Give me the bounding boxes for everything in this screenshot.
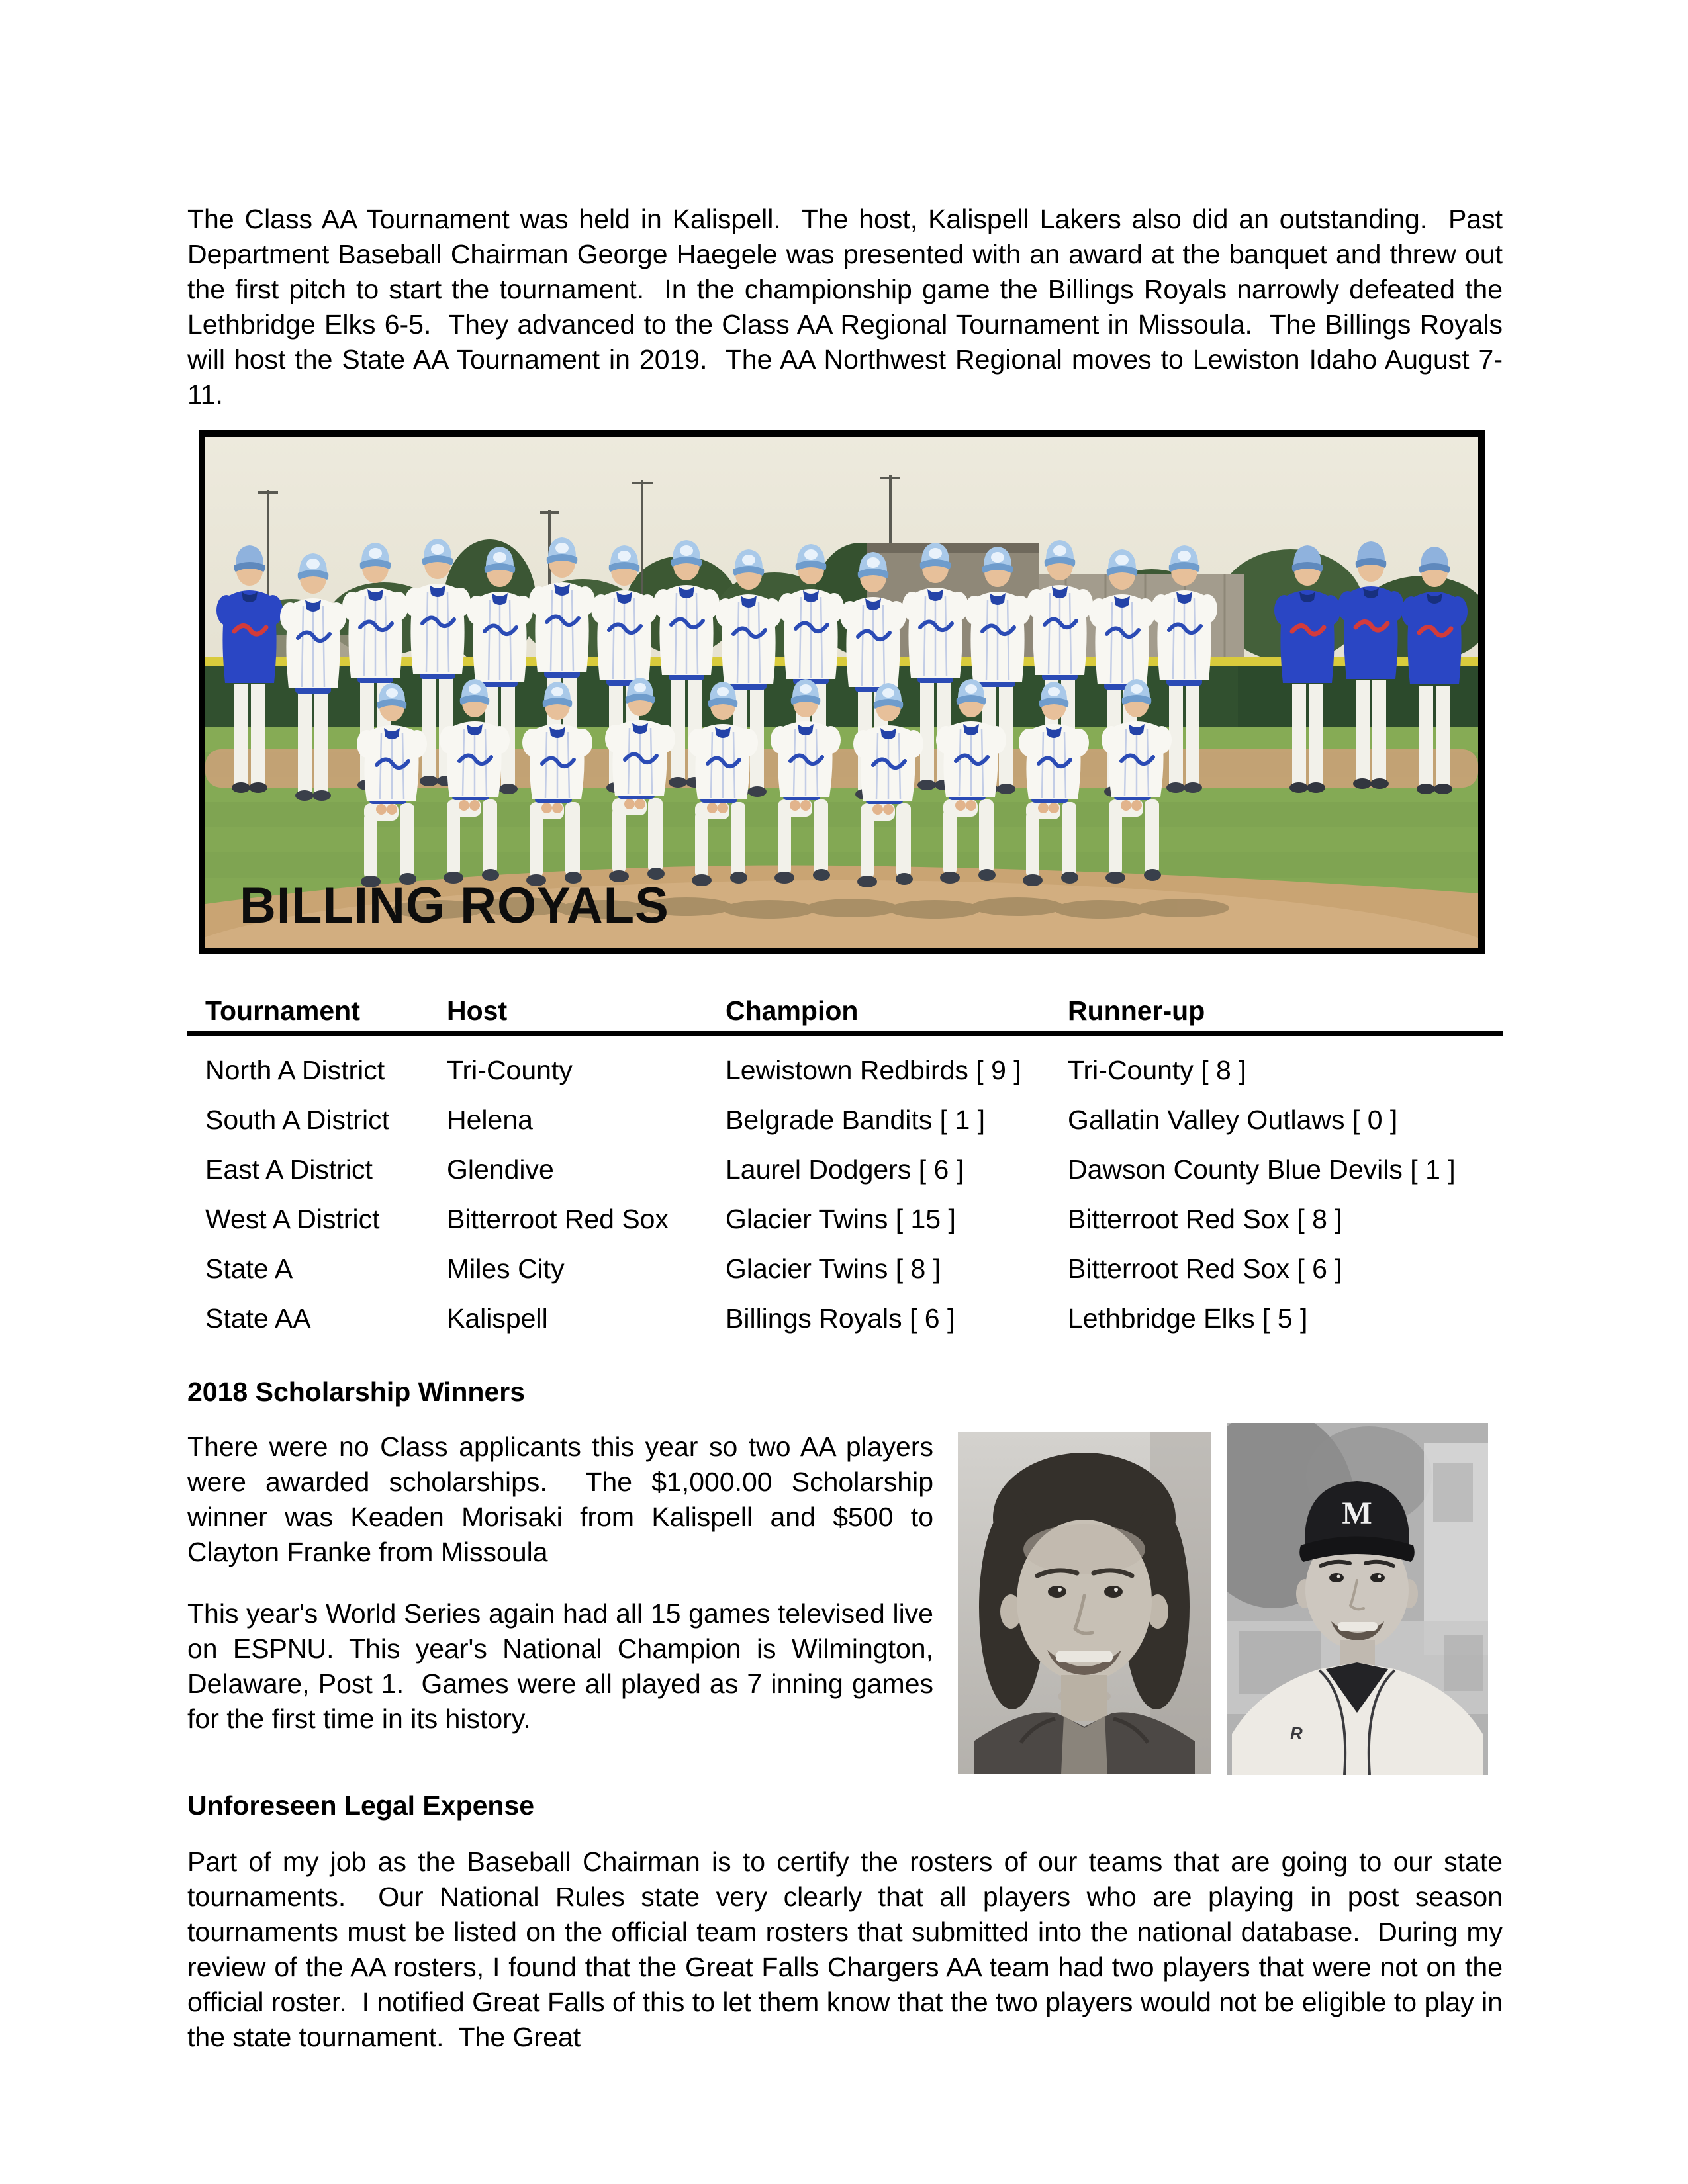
results-table-header: [205, 994, 1503, 1027]
table-row: [205, 1054, 1503, 1103]
cell-runner-up: Bitterroot Red Sox [ 6 ]: [1068, 1253, 1342, 1284]
legal-heading: Unforeseen Legal Expense: [187, 1790, 535, 1821]
team-photo: [199, 430, 1485, 954]
cell-tournament: West A District: [205, 1204, 380, 1234]
column-header-tournament: Tournament: [205, 995, 360, 1026]
cell-champion: Lewistown Redbirds [ 9 ]: [726, 1055, 1021, 1085]
cell-host: Glendive: [447, 1154, 554, 1185]
cell-tournament: East A District: [205, 1154, 373, 1185]
results-table: [205, 1054, 1503, 1351]
table-row: [205, 1252, 1503, 1302]
column-header-champion: Champion: [726, 995, 859, 1026]
column-header-runner-up: Runner-up: [1068, 995, 1205, 1026]
table-row: [205, 1103, 1503, 1153]
cell-runner-up: Bitterroot Red Sox [ 8 ]: [1068, 1204, 1342, 1234]
cell-runner-up: Tri-County [ 8 ]: [1068, 1055, 1246, 1085]
scholarship-text-column: [187, 1430, 933, 1737]
cell-champion: Belgrade Bandits [ 1 ]: [726, 1105, 986, 1135]
cell-runner-up: Gallatin Valley Outlaws [ 0 ]: [1068, 1105, 1398, 1135]
scholarship-portrait-2-image: [1227, 1423, 1488, 1775]
cell-host: Miles City: [447, 1253, 565, 1284]
column-header-host: Host: [447, 995, 508, 1026]
scholarship-heading: 2018 Scholarship Winners: [187, 1377, 526, 1407]
table-row: [205, 1153, 1503, 1203]
cell-runner-up: Lethbridge Elks [ 5 ]: [1068, 1303, 1308, 1334]
table-row: [205, 1302, 1503, 1351]
cell-tournament: South A District: [205, 1105, 390, 1135]
cell-champion: Billings Royals [ 6 ]: [726, 1303, 955, 1334]
cell-tournament: State AA: [205, 1303, 311, 1334]
svg-text:R: R: [1290, 1723, 1303, 1743]
scholarship-paragraph-2: This year's World Series again had all 15 games televised live on ESPNU. This year's National Champion is Wilmington, Delaware, Post 1. Games were all played as 7 inning games for the first time in its history.: [187, 1598, 933, 1734]
cell-champion: Glacier Twins [ 8 ]: [726, 1253, 941, 1284]
scholarship-portrait-1: [958, 1432, 1211, 1774]
table-row: [205, 1203, 1503, 1252]
cell-champion: Glacier Twins [ 15 ]: [726, 1204, 956, 1234]
cell-tournament: State A: [205, 1253, 293, 1284]
cell-host: Helena: [447, 1105, 533, 1135]
legal-paragraph: Part of my job as the Baseball Chairman is to certify the rosters of our teams that are going to our state tournaments. Our National Rules state very clearly that all players who are playing in post season tournaments must be listed on the official team rosters that submitted into the national database. During my review of the AA rosters, I found that the Great Falls Chargers AA team had two players that were not on the official roster. I notified Great Falls of this to let them know that the two players would not be eligible to play in the state tournament. The Great: [187, 1846, 1503, 2052]
cell-host: Kalispell: [447, 1303, 548, 1334]
cell-host: Tri-County: [447, 1055, 573, 1085]
cell-champion: Laurel Dodgers [ 6 ]: [726, 1154, 964, 1185]
team-photo-caption: BILLING ROYALS: [240, 878, 669, 934]
table-header-rule: [187, 1031, 1503, 1036]
intro-paragraph: The Class AA Tournament was held in Kalispell. The host, Kalispell Lakers also did an outstanding. Past Department Baseball Chairman George Haegele was presented with an award at the banquet and threw out the first pitch to start the tournament. In the championship game the Billings Royals narrowly defeated the Lethbridge Elks 6-5. They advanced to the Class AA Regional Tournament in Missoula. The Billings Royals will host the State AA Tournament in 2019. The AA Northwest Regional moves to Lewiston Idaho August 7-11.: [187, 204, 1503, 410]
scholarship-portrait-1-image: [958, 1432, 1211, 1774]
cell-host: Bitterroot Red Sox: [447, 1204, 669, 1234]
cell-tournament: North A District: [205, 1055, 385, 1085]
scholarship-portrait-2: [1227, 1423, 1488, 1775]
cell-runner-up: Dawson County Blue Devils [ 1 ]: [1068, 1154, 1456, 1185]
svg-text:M: M: [1342, 1496, 1372, 1531]
team-photo-image: [205, 437, 1478, 948]
scholarship-paragraph-1: There were no Class applicants this year so two AA players were awarded scholarships. The $1,000.00 Scholarship winner was Keaden Morisaki from Kalispell and $500 to Clayton Franke from Missoula: [187, 1432, 933, 1567]
